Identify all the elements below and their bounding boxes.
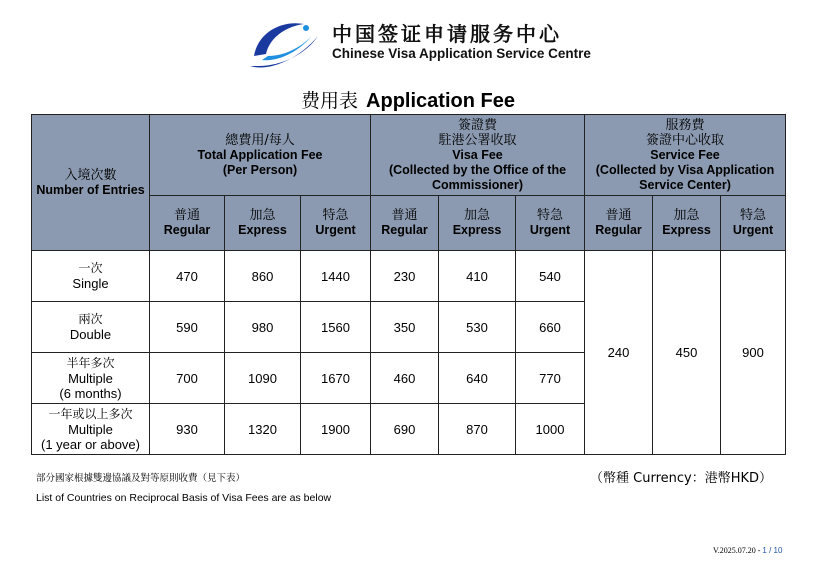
header-logo — [248, 14, 591, 74]
entry-type-cn: 一年或以上多次 — [48, 406, 133, 421]
fee-type-header — [585, 196, 653, 251]
currency-value: 港幣HKD） — [704, 471, 773, 486]
fee-type-cn: 普通 — [605, 208, 632, 223]
visa-fee-cell: 1000 — [516, 404, 585, 455]
visa-fee-cell: 350 — [371, 302, 439, 353]
visa-fee-cell: 660 — [516, 302, 585, 353]
entry-type-cn: 半年多次 — [66, 355, 115, 370]
fee-type-header — [371, 196, 439, 251]
group-service-en: Service Fee — [650, 147, 720, 162]
entry-type-cell — [32, 404, 150, 455]
visa-fee-cell: 690 — [371, 404, 439, 455]
total-fee-cell: 1670 — [301, 353, 371, 404]
fee-type-cn: 加急 — [673, 208, 700, 223]
group-visa-en: Visa Fee — [452, 147, 503, 162]
total-fee-cell: 1900 — [301, 404, 371, 455]
page-title-en: Application Fee — [366, 90, 515, 112]
currency-label: （幣種 Currency： — [590, 471, 705, 486]
visa-fee-cell: 230 — [371, 251, 439, 302]
total-fee-cell: 860 — [225, 251, 301, 302]
fee-type-en: Urgent — [529, 223, 571, 237]
service-fee-cell: 900 — [721, 251, 786, 455]
group-visa-en2: (Collected by the Office of the Commissioner) — [388, 162, 567, 192]
fee-type-en: Regular — [163, 223, 211, 237]
reciprocal-note-cn: 部分國家根據雙邊協議及對等原則收費（見下表） — [36, 473, 246, 484]
visa-fee-cell: 870 — [439, 404, 516, 455]
fee-type-header — [516, 196, 585, 251]
group-service-cn2: 簽證中心收取 — [646, 132, 725, 148]
total-fee-cell: 1320 — [225, 404, 301, 455]
page-number: 1 / 10 — [762, 546, 783, 555]
visa-fee-cell: 530 — [439, 302, 516, 353]
total-fee-cell: 1560 — [301, 302, 371, 353]
entry-type-en: Double — [69, 327, 112, 342]
visa-fee-cell: 640 — [439, 353, 516, 404]
group-total-cn: 總費用/每人 — [225, 132, 295, 148]
org-name-cn: 中国签证申请服务中心 — [332, 22, 562, 46]
fee-type-cn: 加急 — [464, 208, 491, 223]
entry-type-en: Multiple — [68, 370, 113, 386]
fee-type-en: Express — [662, 223, 711, 237]
visa-fee-cell: 540 — [516, 251, 585, 302]
group-service-en2: (Collected by Visa Application Service Center) — [595, 162, 775, 192]
group-visa-cn: 簽證費 — [458, 117, 498, 133]
fee-type-header — [225, 196, 301, 251]
entries-header-en: Number of Entries — [36, 182, 145, 197]
entry-type-cn: 兩次 — [78, 312, 103, 326]
total-fee-cell: 1440 — [301, 251, 371, 302]
group-header-total — [150, 115, 371, 196]
group-header-service — [585, 115, 786, 196]
fee-type-header — [150, 196, 225, 251]
fee-type-header — [301, 196, 371, 251]
visa-fee-cell: 460 — [371, 353, 439, 404]
entry-type-en2: (1 year or above) — [41, 436, 140, 452]
fee-type-en: Urgent — [315, 223, 356, 237]
page-title-cn: 费用表 — [301, 90, 359, 112]
service-fee-cell: 240 — [585, 251, 653, 455]
org-name-en: Chinese Visa Application Service Centre — [332, 46, 591, 61]
entry-type-cell — [32, 302, 150, 353]
total-fee-cell: 980 — [225, 302, 301, 353]
fee-type-en: Urgent — [732, 223, 774, 237]
group-visa-cn2: 駐港公署收取 — [438, 132, 517, 148]
fee-type-header — [721, 196, 786, 251]
fee-type-cn: 特急 — [537, 208, 564, 223]
table-row — [32, 251, 786, 302]
reciprocal-note-en: List of Countries on Reciprocal Basis of Visa Fees are as below — [36, 492, 332, 504]
total-fee-cell: 470 — [150, 251, 225, 302]
fee-type-en: Regular — [595, 223, 642, 237]
globe-swoosh-icon — [248, 14, 320, 74]
fee-type-en: Express — [238, 223, 287, 237]
fee-type-en: Express — [452, 223, 502, 237]
currency-note — [590, 467, 772, 486]
service-fee-cell: 450 — [653, 251, 721, 455]
visa-fee-cell: 770 — [516, 353, 585, 404]
group-service-cn: 服務費 — [665, 117, 705, 133]
entry-type-en2: (6 months) — [59, 385, 122, 401]
fee-type-cn: 普通 — [391, 208, 418, 223]
visa-fee-cell: 410 — [439, 251, 516, 302]
version-text: V.2025.07.20 - — [713, 546, 761, 555]
version-footer — [713, 546, 782, 555]
total-fee-cell: 700 — [150, 353, 225, 404]
fee-type-en: Regular — [381, 223, 428, 237]
group-total-en2: (Per Person) — [222, 162, 298, 177]
total-fee-cell: 590 — [150, 302, 225, 353]
group-total-en: Total Application Fee — [197, 147, 323, 162]
page-title — [0, 86, 816, 113]
entry-type-en: Single — [72, 276, 109, 291]
entry-type-en: Multiple — [68, 421, 113, 437]
entry-type-cell — [32, 353, 150, 404]
entry-type-cell — [32, 251, 150, 302]
entry-type-cn: 一次 — [78, 261, 103, 275]
fee-table — [31, 114, 786, 455]
fee-type-cn: 普通 — [173, 208, 200, 223]
total-fee-cell: 1090 — [225, 353, 301, 404]
entries-header-cn: 入境次數 — [64, 167, 117, 183]
fee-type-header — [653, 196, 721, 251]
fee-type-header — [439, 196, 516, 251]
total-fee-cell: 930 — [150, 404, 225, 455]
group-header-visa — [371, 115, 585, 196]
entries-header — [32, 115, 150, 251]
fee-type-cn: 特急 — [740, 208, 767, 223]
fee-type-cn: 特急 — [322, 208, 349, 223]
fee-type-cn: 加急 — [249, 208, 276, 223]
